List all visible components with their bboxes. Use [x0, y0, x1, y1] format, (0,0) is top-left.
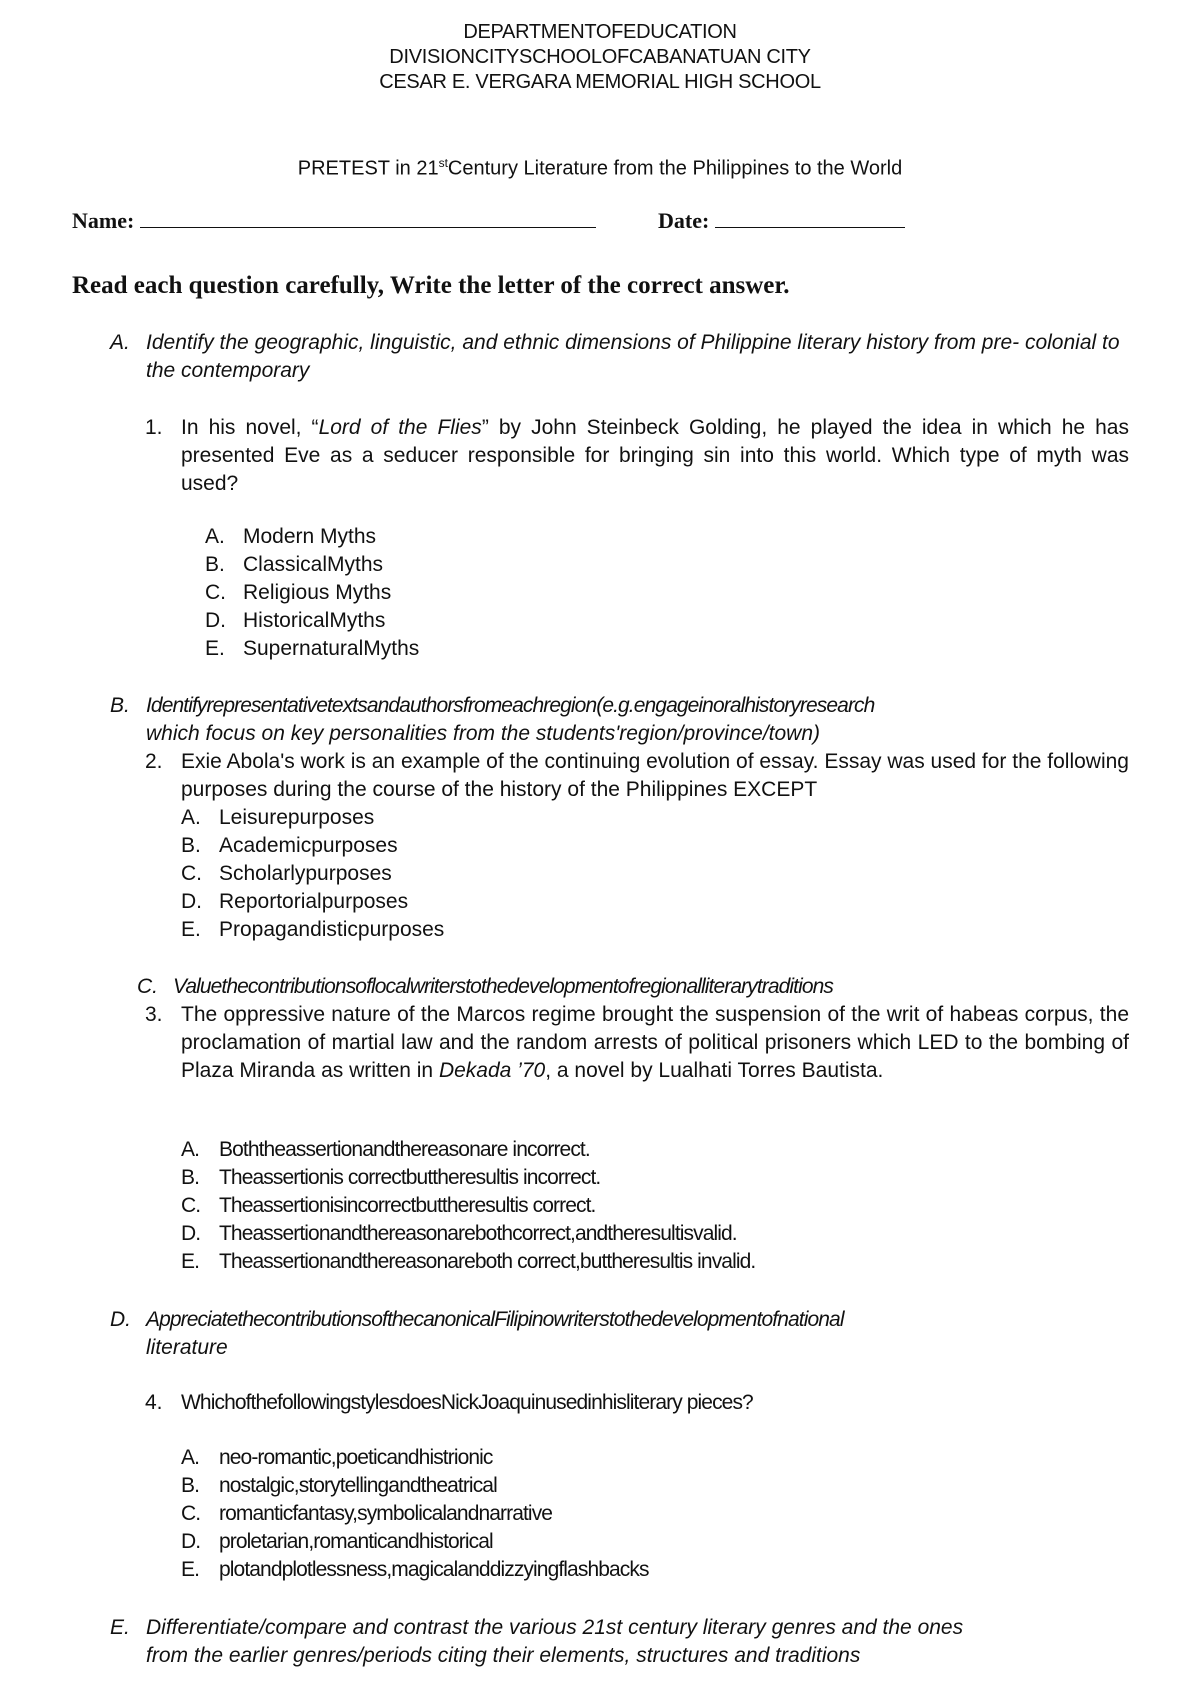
option-text: ClassicalMyths [243, 553, 384, 576]
option-text: proletarian,romanticandhistorical [219, 1530, 493, 1553]
answer-option[interactable] [181, 1220, 737, 1248]
novel-title: Lord of the Flies [318, 416, 482, 439]
section-letter: B. [110, 694, 130, 717]
section-letter: A. [110, 331, 130, 354]
question-text-part: , a novel by Lualhati Torres Bautista. [545, 1059, 884, 1082]
option-letter: C. [181, 1194, 201, 1217]
instruction: Read each question carefully, Write the letter of the correct answer. [72, 272, 790, 299]
date-field [658, 207, 905, 235]
option-letter: C. [205, 581, 226, 604]
option-letter: B. [181, 1166, 200, 1189]
answer-option[interactable] [181, 1248, 755, 1276]
option-letter: D. [205, 609, 226, 632]
section-objective: Identifyrepresentativetextsandauthorsfromeachregion(e.g.engageinoralhistoryresearch [146, 694, 875, 717]
option-letter: B. [205, 553, 225, 576]
answer-option[interactable] [205, 523, 376, 551]
section-objective: Identify the geographic, linguistic, and ethnic dimensions of Philippine literary history from pre- colonial to the contemporary [146, 331, 1120, 382]
option-letter: C. [181, 1502, 201, 1525]
answer-option[interactable] [181, 888, 408, 916]
option-text: Religious Myths [243, 581, 392, 604]
option-text: Propagandisticpurposes [219, 918, 445, 941]
question-number: 1. [145, 416, 163, 439]
section-objective: AppreciatethecontributionsofthecanonicalFilipinowriterstothedevelopmentofnational [146, 1308, 844, 1331]
option-letter: B. [181, 1474, 200, 1497]
answer-option[interactable] [181, 804, 374, 832]
option-letter: D. [181, 1222, 201, 1245]
name-label: Name: [72, 208, 135, 233]
section-objective: which focus on key personalities from the students'region/province/town) [146, 722, 821, 745]
answer-option[interactable] [205, 579, 391, 607]
pretest-title [0, 149, 1200, 183]
question-text: Exie Abola's work is an example of the continuing evolution of essay. Essay was used for the following purposes during the course of the history of the Philippines EXCEPT [181, 750, 1129, 801]
option-text: Modern Myths [243, 525, 377, 548]
answer-option[interactable] [181, 1500, 552, 1528]
question-number: 4. [145, 1391, 163, 1414]
answer-option[interactable] [205, 551, 383, 579]
title-prefix: PRETEST in 21 [297, 157, 439, 180]
option-letter: E. [181, 918, 201, 941]
section-letter: E. [110, 1616, 130, 1639]
option-letter: A. [181, 806, 201, 829]
title-superscript: st [438, 156, 448, 170]
option-letter: E. [205, 637, 225, 660]
section-objective: Valuethecontributionsoflocalwriterstothedevelopmentofregionalliterarytraditions [173, 975, 834, 998]
option-text: Theassertionisincorrectbuttheresultis correct. [219, 1194, 596, 1217]
question-text-part: The oppressive nature of the Marcos regime brought the suspension of the writ of habeas corpus, the proclamation of martial law and the random arrests of political prisoners which LED to the bombing of Plaza Miranda as written in [181, 1003, 1129, 1082]
novel-title: Dekada ’70 [438, 1059, 546, 1082]
answer-option[interactable] [181, 1192, 595, 1220]
division-header: DIVISIONCITYSCHOOLOFCABANATUAN CITY [389, 46, 811, 68]
option-text: nostalgic,storytellingandtheatrical [219, 1474, 497, 1497]
option-letter: B. [181, 834, 201, 857]
option-text: Academicpurposes [219, 834, 398, 857]
option-text: neo-romantic,poeticandhistrionic [219, 1446, 493, 1469]
option-text: Reportorialpurposes [219, 890, 409, 913]
answer-option[interactable] [181, 1472, 497, 1500]
option-letter: A. [205, 525, 225, 548]
option-text: Theassertionis correctbuttheresultis incorrect. [219, 1166, 601, 1189]
name-blank[interactable] [140, 207, 596, 228]
answer-option[interactable] [205, 607, 385, 635]
option-letter: A. [181, 1138, 200, 1161]
section-objective: from the earlier genres/periods citing their elements, structures and traditions [146, 1644, 861, 1667]
section-objective: literature [146, 1336, 228, 1359]
answer-option[interactable] [181, 860, 392, 888]
answer-option[interactable] [181, 1444, 493, 1472]
option-letter: E. [181, 1250, 200, 1273]
question-number: 3. [145, 1003, 163, 1026]
option-letter: E. [181, 1558, 200, 1581]
option-letter: A. [181, 1446, 200, 1469]
option-text: romanticfantasy,symbolicalandnarrative [219, 1502, 553, 1525]
option-text: Theassertionandthereasonarebothcorrect,andtheresultisvalid. [219, 1222, 737, 1245]
answer-option[interactable] [181, 916, 444, 944]
option-text: Leisurepurposes [219, 806, 375, 829]
option-letter: D. [181, 1530, 201, 1553]
section-letter: D. [110, 1308, 131, 1331]
question-text [181, 1001, 1129, 1085]
option-text: Scholarlypurposes [219, 862, 392, 885]
section-letter: C. [137, 975, 158, 998]
option-letter: C. [181, 862, 202, 885]
school-header: CESAR E. VERGARA MEMORIAL HIGH SCHOOL [379, 71, 821, 93]
option-text: Theassertionandthereasonareboth correct,buttheresultis invalid. [219, 1250, 756, 1273]
answer-option[interactable] [181, 832, 398, 860]
answer-option[interactable] [181, 1528, 493, 1556]
section-objective: Differentiate/compare and contrast the various 21st century literary genres and the ones [146, 1616, 964, 1639]
name-field [72, 207, 596, 235]
department-header: DEPARTMENTOFEDUCATION [463, 21, 737, 43]
question-text [181, 414, 1129, 498]
date-label: Date: [658, 208, 710, 233]
title-suffix: Century Literature from the Philippines to the World [447, 157, 903, 180]
answer-option[interactable] [181, 1556, 649, 1584]
date-blank[interactable] [715, 207, 905, 228]
option-text: plotandplotlessness,magicalanddizzyingflashbacks [219, 1558, 649, 1581]
question-text-part: ” by John Steinbeck Golding, he played the idea in which he has presented Eve as a seducer responsible for bringing sin into this world. Which type of myth was used? [181, 416, 1129, 495]
question-text-part: In his novel, “ [181, 416, 319, 439]
option-letter: D. [181, 890, 202, 913]
answer-option[interactable] [181, 1136, 590, 1164]
option-text: SupernaturalMyths [243, 637, 420, 660]
option-text: Boththeassertionandthereasonare incorrect. [219, 1138, 590, 1161]
answer-option[interactable] [181, 1164, 600, 1192]
option-text: HistoricalMyths [243, 609, 386, 632]
answer-option[interactable] [205, 635, 419, 663]
question-text: WhichofthefollowingstylesdoesNickJoaquinusedinhisliterary pieces? [181, 1391, 753, 1414]
question-number: 2. [145, 750, 163, 773]
